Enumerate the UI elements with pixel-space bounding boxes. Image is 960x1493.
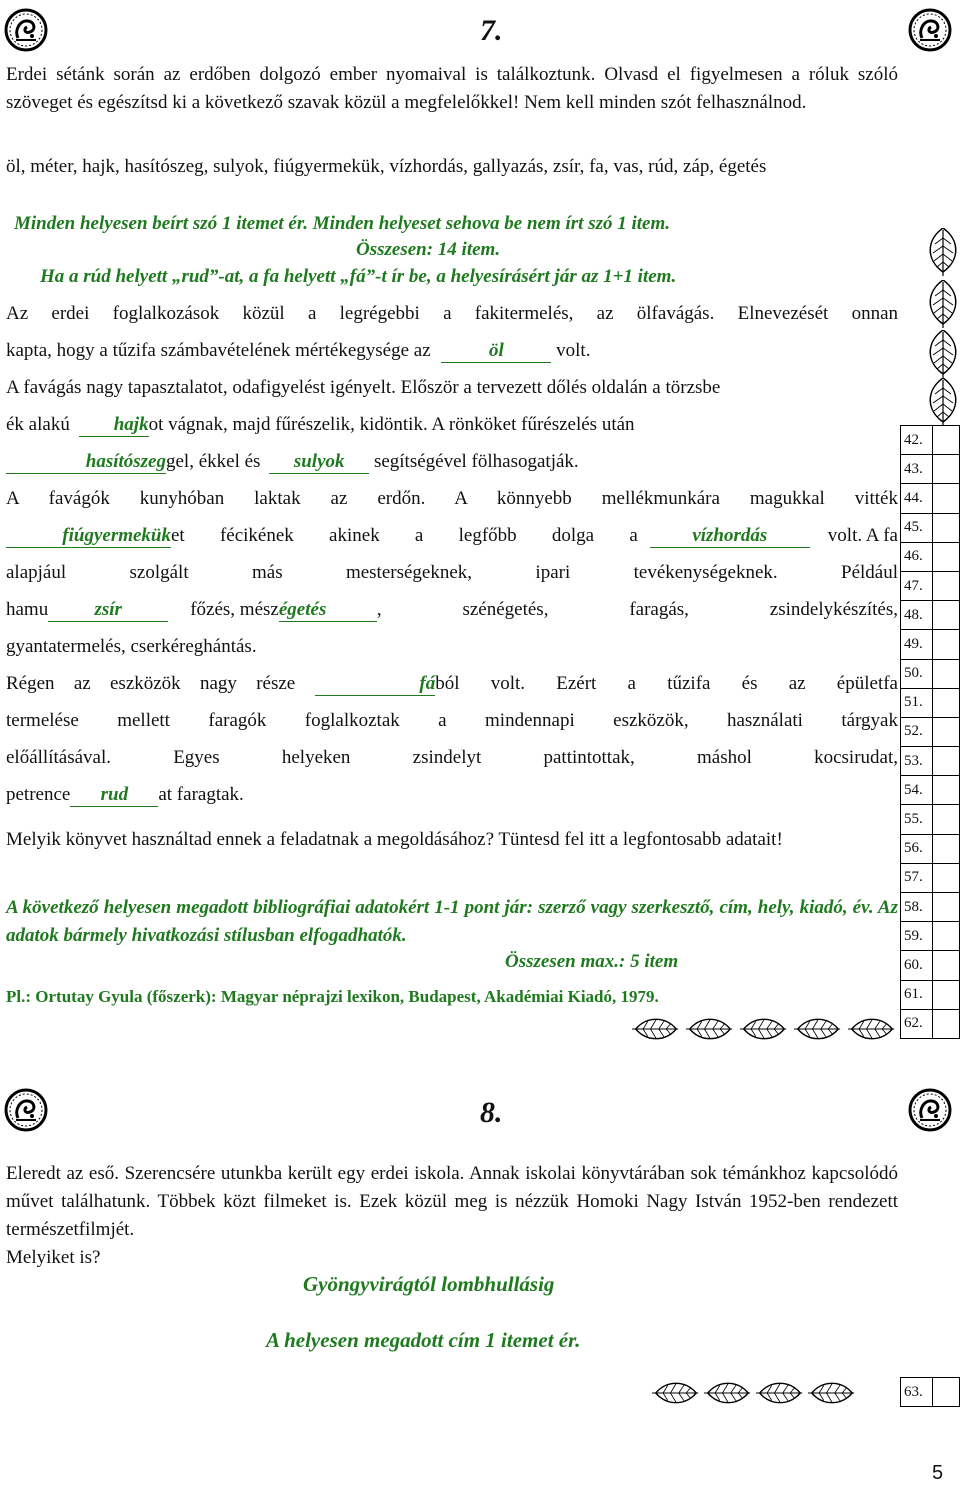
text-line: előállításával. Egyes helyeken zsindelyt pattintottak, máshol kocsirudat,: [6, 747, 898, 768]
film-answer: Gyöngyvirágtól lombhullásig: [303, 1272, 555, 1296]
score-row: [901, 922, 960, 951]
answer-egetes: égetés: [279, 599, 377, 622]
score-number: 44.: [901, 484, 933, 513]
text-line: Régen az eszközök nagy része fá ból volt. Ezért a tűzifa és az épületfa: [6, 673, 898, 694]
logo-icon: [908, 8, 952, 52]
logo-icon: [4, 8, 48, 52]
score-box[interactable]: [933, 834, 960, 863]
scoring-total: Összesen: 14 item.: [356, 239, 501, 260]
answer-hasitoszeg: hasítószeg: [6, 451, 166, 474]
text-line: alapjául szolgált más mesterségeknek, ipari tevékenységeknek. Például: [6, 562, 898, 583]
score-number: 49.: [901, 630, 933, 659]
text-line: termelése mellett faragók foglalkoztak a mindennapi eszközök, használati tárgyak: [6, 710, 898, 731]
score-number: 47.: [901, 571, 933, 600]
score-number: 56.: [901, 834, 933, 863]
page-number: 5: [932, 1462, 944, 1484]
task-intro: Eleredt az eső. Szerencsére utunkba került egy erdei iskola. Annak iskolai könyvtárában sok témánkhoz kapcsolódó művet találhatunk. Többek közt filmeket is. Ezek közül meg is nézzük Homoki Nagy István 1952-ben rendezett természetfilmjét.: [6, 1163, 898, 1240]
score-number: 43.: [901, 455, 933, 484]
score-number: 50.: [901, 659, 933, 688]
score-box[interactable]: [933, 980, 960, 1009]
score-box[interactable]: [933, 1009, 960, 1038]
leaf-icon: [794, 1014, 842, 1044]
score-row: [901, 601, 960, 630]
score-row: [901, 1009, 960, 1038]
score-number: 45.: [901, 513, 933, 542]
score-number: 61.: [901, 980, 933, 1009]
score-number: 58.: [901, 893, 933, 922]
word-list: öl, méter, hajk, hasítószeg, sulyok, fiúgyermekük, vízhordás, gallyazás, zsír, fa, vas, rúd, záp, égetés: [6, 156, 767, 177]
score-number: 46.: [901, 542, 933, 571]
score-box[interactable]: [933, 659, 960, 688]
scoring-rule: Minden helyesen beírt szó 1 itemet ér. Minden helyeset sehova be nem írt szó 1 item.: [14, 213, 671, 234]
score-row: [901, 513, 960, 542]
score-box[interactable]: [933, 513, 960, 542]
score-table: [900, 1377, 960, 1407]
score-row: [901, 805, 960, 834]
score-box[interactable]: [933, 484, 960, 513]
task-intro: Erdei sétánk során az erdőben dolgozó ember nyomaival is találkoztunk. Olvasd el figyelmesen a róluk szóló szöveget és egészítsd ki a következő szavak közül a megfelelőkkel! Nem kell minden szót felhasználnod.: [6, 64, 898, 113]
answer-fiugyermekuk: fiúgyermekük: [6, 525, 171, 548]
score-number: 51.: [901, 688, 933, 717]
score-box[interactable]: [933, 455, 960, 484]
score-box[interactable]: [933, 630, 960, 659]
text-line: gyantatermelés, cserkéreghántás.: [6, 636, 257, 657]
score-box[interactable]: [933, 805, 960, 834]
score-row: [901, 980, 960, 1009]
score-row: [901, 717, 960, 746]
score-number: 53.: [901, 747, 933, 776]
text-line: hamu zsír főzés, mész égetés , szénégetés, faragás, zsindelykészítés,: [6, 599, 898, 620]
score-number: 54.: [901, 776, 933, 805]
score-row: [901, 571, 960, 600]
leaf-icon: [928, 228, 958, 278]
score-box[interactable]: [933, 688, 960, 717]
leaf-icon: [704, 1378, 752, 1408]
leaf-row: [652, 1378, 902, 1412]
score-box[interactable]: [933, 542, 960, 571]
score-box[interactable]: [933, 776, 960, 805]
book-question: Melyik könyvet használtad ennek a feladatnak a megoldásához? Tüntesd fel itt a legfontosabb adatait!: [6, 829, 783, 850]
answer-fa: fá: [315, 673, 435, 696]
answer-zsir: zsír: [48, 599, 168, 622]
example-citation: Pl.: Ortutay Gyula (főszerk): Magyar néprajzi lexikon, Budapest, Akadémiai Kiadó, 1979.: [6, 987, 659, 1006]
score-number: 42.: [901, 426, 933, 455]
score-number: 60.: [901, 951, 933, 980]
score-box[interactable]: [933, 717, 960, 746]
leaf-icon: [652, 1378, 700, 1408]
leaf-icon: [928, 280, 958, 330]
score-number: 55.: [901, 805, 933, 834]
score-row: [901, 1378, 960, 1407]
score-box[interactable]: [933, 601, 960, 630]
text-line: fiúgyermekük et fécikének akinek a legfőbb dolga a vízhordás volt. A fa: [6, 522, 898, 550]
leaf-icon: [808, 1378, 856, 1408]
answer-ol: öl: [441, 340, 551, 363]
score-number: 62.: [901, 1009, 933, 1038]
score-row: [901, 747, 960, 776]
score-box[interactable]: [933, 426, 960, 455]
section-number: 7.: [480, 14, 503, 47]
score-number: 52.: [901, 717, 933, 746]
score-row: [901, 484, 960, 513]
answer-rud: rud: [70, 784, 158, 807]
score-row: [901, 426, 960, 455]
score-box[interactable]: [933, 863, 960, 892]
score-row: [901, 951, 960, 980]
leaf-icon: [740, 1014, 788, 1044]
section-number: 8.: [480, 1096, 503, 1129]
score-number: 48.: [901, 601, 933, 630]
score-number: 59.: [901, 922, 933, 951]
text-line: hasítószeggel, ékkel és sulyok segítségével fölhasogatják.: [6, 448, 898, 476]
score-row: [901, 834, 960, 863]
leaf-row: [632, 1012, 902, 1046]
score-box[interactable]: [933, 951, 960, 980]
logo-icon: [4, 1088, 48, 1132]
score-number: 63.: [901, 1378, 933, 1407]
text-line: A favágás nagy tapasztalatot, odafigyelést igényelt. Először a tervezett dőlés oldalán a törzsbe: [6, 377, 721, 398]
answer-sulyok: sulyok: [269, 451, 369, 474]
text-line: ék alakú hajkot vágnak, majd fűrészelik, kidöntik. A rönköket fűrészelés után: [6, 414, 635, 435]
score-row: [901, 455, 960, 484]
score-box[interactable]: [933, 747, 960, 776]
score-table: [900, 425, 960, 1039]
leaf-icon: [848, 1014, 896, 1044]
text-line: A favágók kunyhóban laktak az erdőn. A könnyebb mellékmunkára magukkal vitték: [6, 488, 898, 509]
text-line: Az erdei foglalkozások közül a legrégebbi a fakitermelés, az ölfavágás. Elnevezését onnan: [6, 303, 898, 324]
leaf-icon: [756, 1378, 804, 1408]
score-row: [901, 659, 960, 688]
answer-scoring: A helyesen megadott cím 1 itemet ér.: [266, 1328, 581, 1352]
biblio-total: Összesen max.: 5 item: [505, 951, 679, 972]
score-box[interactable]: [933, 1378, 960, 1407]
score-row: [901, 542, 960, 571]
leaf-icon: [928, 378, 958, 428]
score-box[interactable]: [933, 571, 960, 600]
score-box[interactable]: [933, 893, 960, 922]
score-row: [901, 688, 960, 717]
biblio-scoring: A következő helyesen megadott bibliográfiai adatokért 1-1 pont jár: szerző vagy szerkesztő, cím, hely, kiadó, év. Az adatok bármely hivatkozási stílusban elfogadhatók.: [6, 897, 898, 946]
leaf-icon: [928, 330, 958, 380]
answer-vizhordas: vízhordás: [650, 525, 810, 548]
text-line: petrence rud at faragtak.: [6, 784, 244, 805]
logo-icon: [908, 1088, 952, 1132]
leaf-icon: [632, 1014, 680, 1044]
score-number: 57.: [901, 863, 933, 892]
spelling-rule: Ha a rúd helyett „rud”-at, a fa helyett „fá”-t ír be, a helyesírásért jár az 1+1 item.: [40, 266, 677, 287]
task-question: Melyiket is?: [6, 1247, 101, 1268]
text-line: kapta, hogy a tűzifa számbavételének mértékegysége az öl volt.: [6, 340, 591, 361]
score-row: [901, 863, 960, 892]
score-row: [901, 630, 960, 659]
score-box[interactable]: [933, 922, 960, 951]
leaf-icon: [686, 1014, 734, 1044]
score-row: [901, 776, 960, 805]
answer-hajk: hajk: [79, 414, 149, 437]
score-row: [901, 893, 960, 922]
